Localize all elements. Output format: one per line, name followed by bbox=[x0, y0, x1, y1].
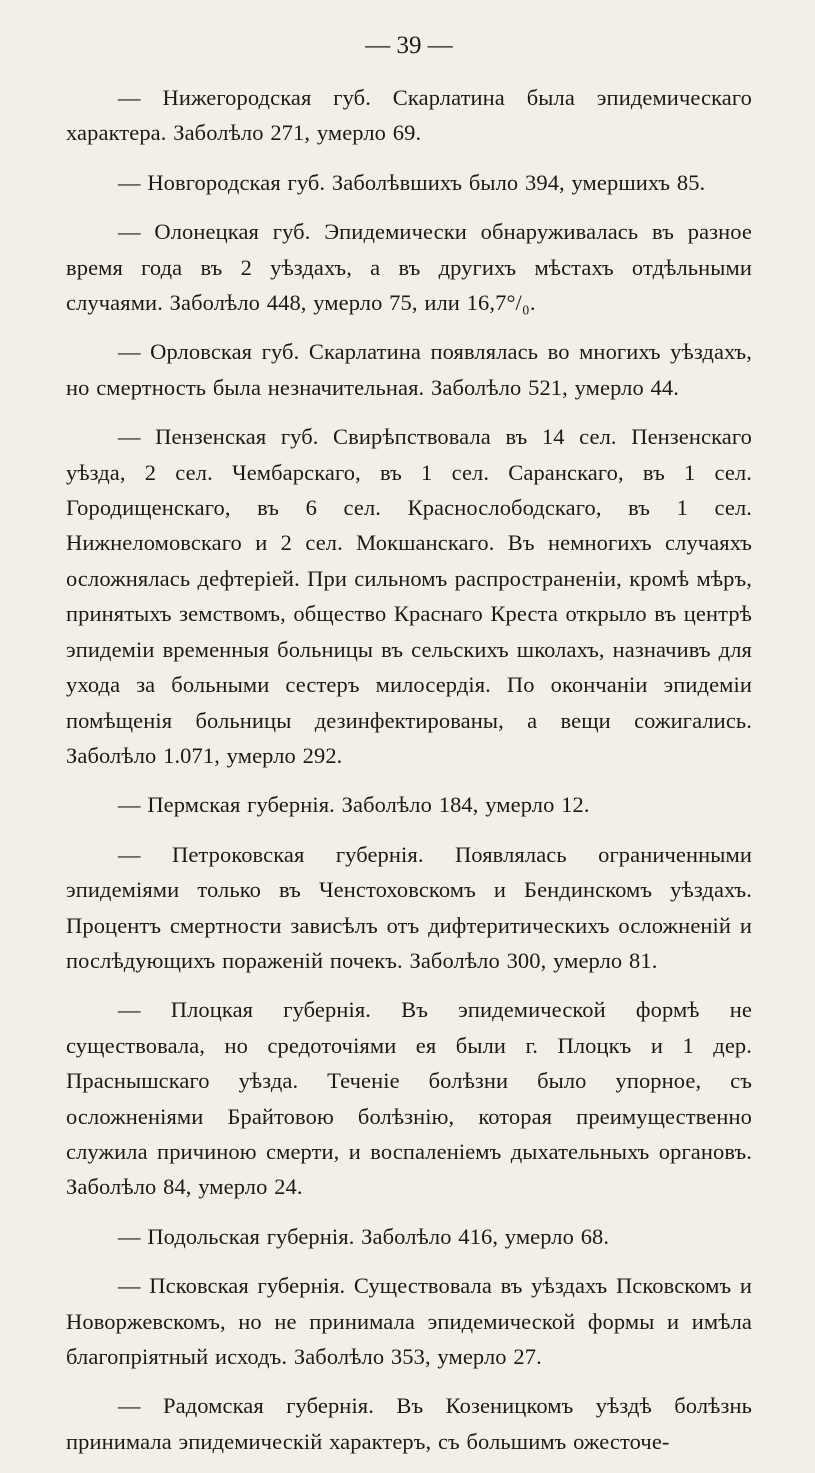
paragraph-olonets: — Олонецкая губ. Эпидемически обнаруживалась въ разное время года въ 2 уѣздахъ, а въ другихъ мѣстахъ отдѣльными случаями. Заболѣло 448, умерло 75, или 16,7°/₀. bbox=[66, 219, 752, 316]
paragraph-orel: — Орловская губ. Скарлатина появлялась во многихъ уѣздахъ, но смертность была незначительная. Заболѣло 521, умерло 44. bbox=[66, 339, 752, 400]
paragraph-plotsk: — Плоцкая губернія. Въ эпидемической формѣ не существовала, но средоточіями ея были г. Плоцкъ и 1 дер. Праснышскаго уѣзда. Теченіе болѣзни было упорное, съ осложненіями Брайтовою болѣзнію, которая преимущественно служила причиною смерти, и воспаленіемъ дыхательныхъ органовъ. Заболѣло 84, умерло 24. bbox=[66, 997, 752, 1200]
paragraph-podolia: — Подольская губернія. Заболѣло 416, умерло 68. bbox=[118, 1223, 610, 1249]
paragraph-nizhny-novgorod: — Нижегородская губ. Скарлатина была эпидемическаго характера. Заболѣло 271, умерло 69. bbox=[66, 85, 752, 146]
paragraph-penza: — Пензенская губ. Свирѣпствовала въ 14 сел. Пензенскаго уѣзда, 2 сел. Чембарскаго, въ 1 сел. Саранскаго, въ 1 сел. Городищенскаго, въ 6 сел. Краснослободскаго, въ 1 сел. Нижнеломовскаго и 2 сел. Мокшанскаго. Въ немногихъ случаяхъ осложнялась дефтеріей. При сильномъ распространеніи, кромѣ мѣръ, принятыхъ земствомъ, общество Краснаго Креста открыло въ центрѣ эпидеміи временныя больницы въ сельскихъ школахъ, назначивъ для ухода за больными сестеръ милосердія. По окончаніи эпидеміи помѣщенія больницы дезинфектированы, а вещи сожигались. Заболѣло 1.071, умерло 292. bbox=[66, 424, 752, 768]
paragraph-radom: — Радомская губернія. Въ Козеницкомъ уѣздѣ болѣзнь принимала эпидемическій характеръ, съ большимъ ожесточе- bbox=[66, 1393, 752, 1454]
paragraph-petrokov: — Петроковская губернія. Появлялась ограниченными эпидеміями только въ Ченстоховскомъ и Бендинскомъ уѣздахъ. Процентъ смертности зависѣлъ отъ дифтеритическихъ осложненій и послѣдующихъ пораженій почекъ. Заболѣло 300, умерло 81. bbox=[66, 841, 752, 973]
page-number: — 39 — bbox=[365, 32, 453, 59]
paragraph-novgorod: — Новгородская губ. Заболѣвшихъ было 394, умершихъ 85. bbox=[118, 169, 706, 195]
paragraph-pskov: — Псковская губернія. Существовала въ уѣздахъ Псковскомъ и Новоржевскомъ, но не принимала эпидемической формы и имѣла благопріятный исходъ. Заболѣло 353, умерло 27. bbox=[66, 1273, 752, 1369]
book-page bbox=[66, 28, 752, 1473]
paragraph-perm: — Пермская губернія. Заболѣло 184, умерло 12. bbox=[118, 792, 590, 818]
